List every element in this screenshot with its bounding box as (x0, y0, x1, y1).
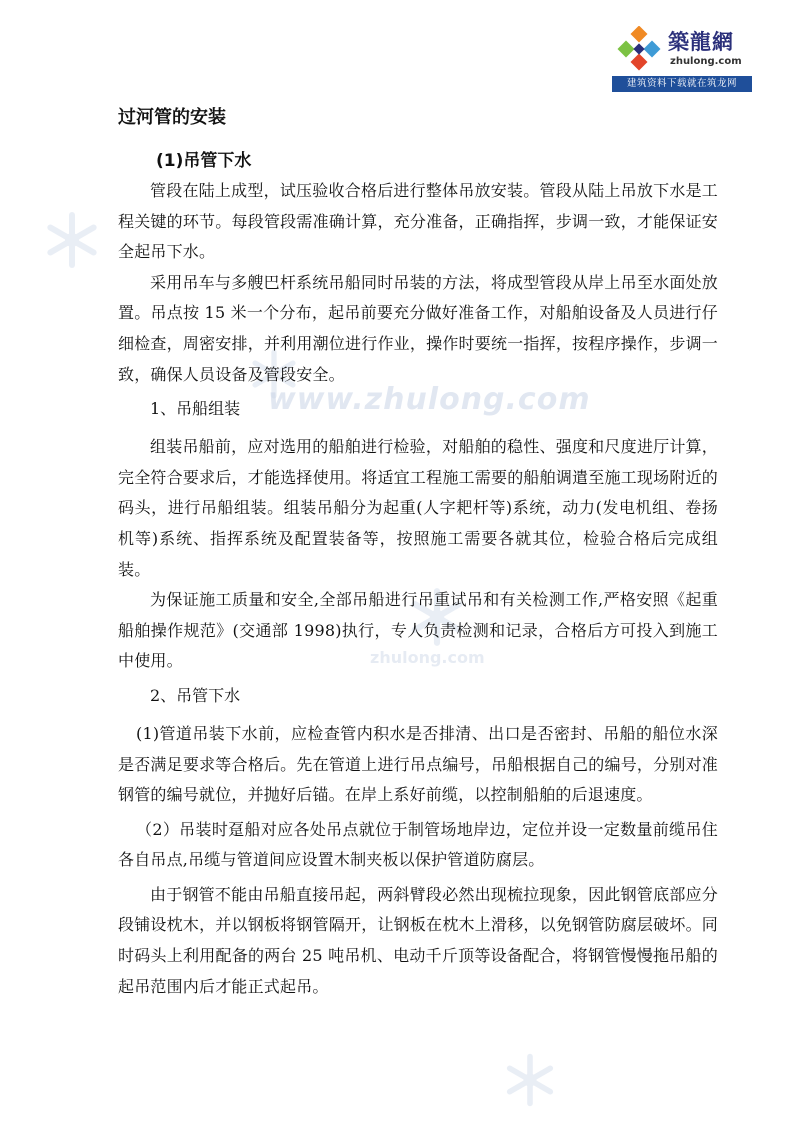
logo-name: 築龍網 (668, 29, 734, 54)
logo-banner: 建筑资料下载就在筑龙网 (612, 76, 752, 92)
watermark-text-small: zhulong.com (370, 648, 485, 667)
paragraph: 组装吊船前，应对选用的船舶进行检验，对船舶的稳性、强度和尺度进厅计算，完全符合要求后，才能选择使用。将适宜工程施工需要的船舶调遣至施工现场附近的码头，进行吊船组装。组装吊船分为起重(人字耙杆等)系统，动力(发电机组、卷扬机等)系统、指挥系统及配置装备等，按照施工需要各就其位，检验合格后完成组装。 (118, 437, 718, 579)
paragraph: （2）吊装时趸船对应各处吊点就位于制管场地岸边，定位并设一定数量前缆吊住各自吊点,吊缆与管道间应设置木制夹板以保护管道防腐层。 (118, 819, 718, 870)
subsection-heading: 1、吊船组装 (150, 399, 241, 419)
document-title: 过河管的安装 (118, 107, 226, 128)
paragraph: 由于钢管不能由吊船直接吊起，两斜臂段必然出现梳拉现象，因此钢管底部应分段铺设枕木，并以钢板将钢管隔开，让钢板在枕木上滑移，以免钢管防腐层破坏。同时码头上利用配备的两台 25 吨吊机、电动千斤顶等设备配合，将钢管慢慢拖吊船的起吊范围内后才能正式起吊。 (118, 884, 718, 996)
zhulong-logo-icon (616, 26, 662, 72)
paragraph: 采用吊车与多艘巴杆系统吊船同时吊装的方法，将成型管段从岸上吊至水面处放置。吊点按 15 米一个分布，起吊前要充分做好准备工作，对船舶设备及人员进行仔细检查，周密安排，并利用潮位进行作业，操作时要统一指挥，按程序操作，步调一致，确保人员设备及管段安全。 (118, 272, 718, 384)
paragraph: (1)管道吊装下水前，应检查管内积水是否排清、出口是否密封、吊船的船位水深是否满足要求等合格后。先在管道上进行吊点编号，吊船根据自己的编号，分别对准钢管的编号就位，并抛好后锚。在岸上系好前缆，以控制船舶的后退速度。 (118, 723, 718, 805)
subsection-heading: 2、吊管下水 (150, 685, 241, 705)
snowflake-watermark-icon (500, 1050, 560, 1110)
zhulong-logo (610, 18, 760, 96)
document-body (118, 104, 718, 1002)
section-heading: (1)吊管下水 (156, 151, 252, 171)
watermark-text: www.zhulong.com (268, 382, 591, 417)
paragraph: 为保证施工质量和安全,全部吊船进行吊重试吊和有关检测工作,严格安照《起重船舶操作规范》(交通部 1998)执行，专人负责检测和记录，合格后方可投入到施工中使用。 (118, 590, 718, 671)
paragraph: 管段在陆上成型，试压验收合格后进行整体吊放安装。管段从陆上吊放下水是工程关键的环节。每段管段需准确计算，充分准备，正确指挥，步调一致，才能保证安全起吊下水。 (118, 181, 718, 262)
logo-domain: zhulong.com (670, 56, 742, 67)
snowflake-watermark-icon (40, 208, 104, 272)
